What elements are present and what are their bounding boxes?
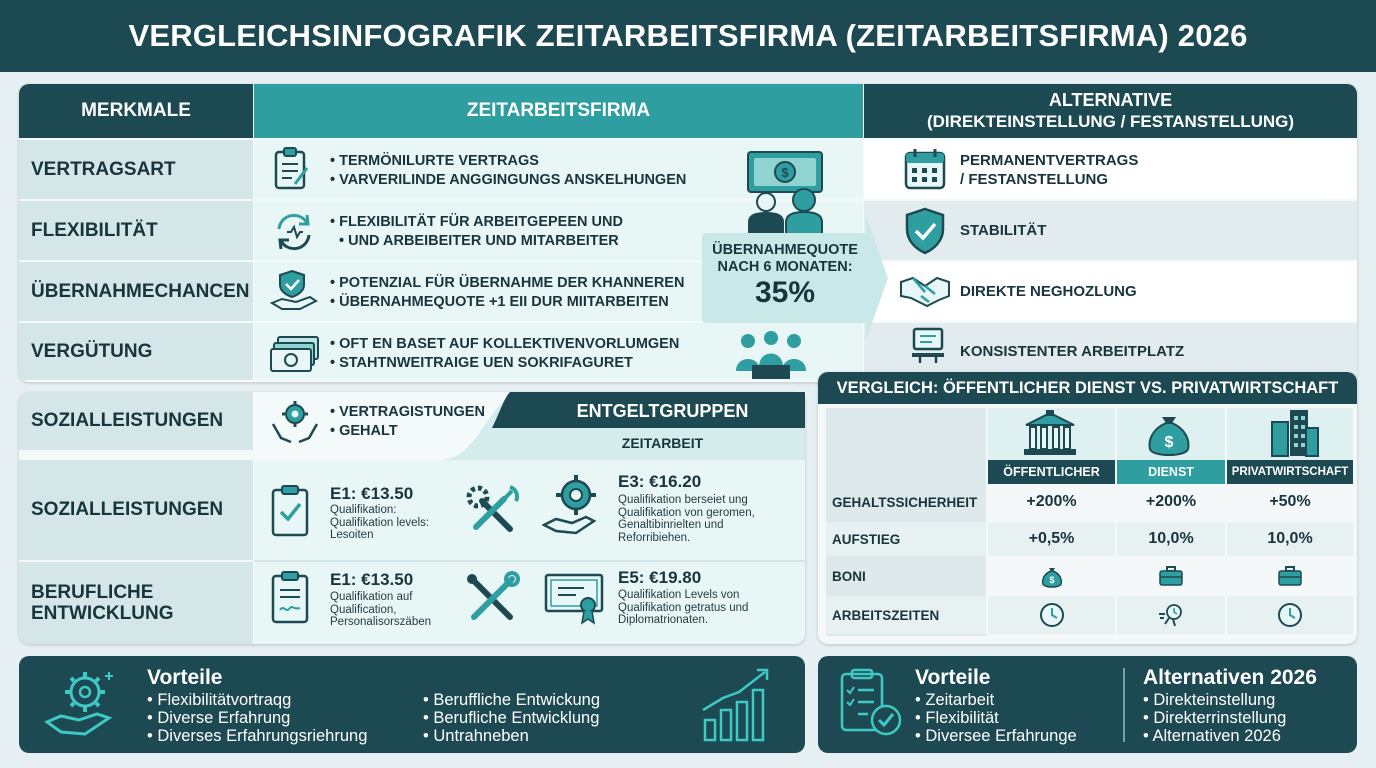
calendar-icon [903, 147, 947, 191]
page-title: VERGLEICHSINFOGRAFIK ZEITARBEITSFIRMA (ZEITARBEITSFIRMA) 2026 [128, 18, 1248, 53]
entgelt-item-1-title: E1: €13.50 [330, 484, 414, 503]
running-clock-icon [1157, 602, 1185, 628]
clock-icon [1039, 602, 1065, 628]
tbl-label-boni: BONI [826, 558, 986, 594]
row-label-sozialleistungen-1: SOZIALLEISTUNGEN [19, 392, 253, 450]
uebernahme-value: 35% [754, 276, 816, 309]
vorteile-left-title: Vorteile [147, 666, 223, 689]
header-zeitarbeitsfirma: ZEITARBEITSFIRMA [254, 84, 863, 138]
money-bag-icon [1041, 563, 1063, 589]
tbl-label-gehaltssicherheit: GEHALTSSICHERHEIT [826, 484, 986, 520]
workstation-icon [910, 327, 946, 363]
tbl-cell-boni-3 [1227, 558, 1353, 594]
tbl-label-arbeitszeiten: ARBEITSZEITEN [826, 596, 986, 634]
entgelt-title: ENTGELTGRUPPEN [576, 401, 749, 421]
vorteile-left-col2: • Beruffliche Entwickung • Berufliche Entwicklung • Untrahneben [423, 691, 600, 745]
uebernahme-text: ÜBERNAHMEQUOTE NACH 6 MONATEN: 35% [702, 242, 868, 310]
row-label-uebernahmechancen: ÜBERNAHMECHANCEN [19, 262, 253, 321]
col-head-dienst: DIENST [1117, 460, 1225, 484]
row-label-berufliche-entwicklung: BERUFLICHE ENTWICKLUNG [19, 562, 253, 644]
entgelt-subtitle: ZEITARBEIT [621, 435, 704, 451]
entgelt-item-3-title: E1: €13.50 [330, 570, 414, 589]
bullets-vertragsart: • TERMÖNILURTE VERTRAGS • VARVERILINDE ANGGINGUNGS ANSKELHUNGEN [330, 152, 686, 190]
tbl-cell-arbeitszeiten-3 [1227, 596, 1353, 634]
meeting-people-icon [734, 331, 808, 381]
row-label-sozialleistungen-2: SOZIALLEISTUNGEN [19, 460, 253, 560]
tbl-cell: +50% [1227, 484, 1353, 520]
tbl-cell: 10,0% [1117, 522, 1225, 556]
gear-hands-icon [271, 398, 319, 444]
entgelt-item-3-desc: Qualifikation auf Qualification, Personalisorszäben [330, 591, 432, 628]
vorteile-left-box [19, 656, 805, 753]
vorteile-right-list: • Zeitarbeit • Flexibilität • Diversee Erfahrunge [915, 691, 1077, 745]
gear-hand-icon [542, 473, 604, 535]
briefcase-icon [1277, 565, 1303, 587]
clipboard-icon [273, 146, 309, 192]
entgelt-item-2-desc: Qualifikation berseiet ung Qualifikation von geromen, Genaltibinrielten und Reforribiehen. [618, 494, 755, 544]
gear-hand-glow-icon [43, 666, 123, 742]
vorteile-right-title: Vorteile [915, 666, 991, 689]
cycle-arrows-icon [271, 209, 317, 255]
title-bar [0, 0, 1376, 72]
tbl-cell: +200% [988, 484, 1115, 520]
alt-row-neghozlung: DIREKTE NEGHOZLUNG [864, 262, 1357, 321]
bullets-verguetung: • OFT EN BASET AUF KOLLEKTIVENVORLUMGEN • STAHTNWEITRAIGE UEN SOKRIFAGURET [330, 335, 679, 373]
briefcase-icon [1158, 565, 1184, 587]
bullets-flexibilitaet: • FLEXIBILITÄT FÜR ARBEITGEPEEN UND • UND ARBEIBEITER UND MITARBEITER [330, 213, 623, 251]
tbl-cell-arbeitszeiten-1 [988, 596, 1115, 634]
growth-chart-icon [699, 664, 779, 744]
checklist-glow-icon [836, 668, 906, 740]
bullets-uebernahmechancen: • POTENZIAL FÜR ÜBERNAHME DER KHANNEREN • ÜBERNAHMEQUOTE +1 EII DUR MIITARBEITEN [330, 274, 684, 312]
government-building-icon [1022, 409, 1078, 457]
alt-row-stabilitaet: STABILITÄT [864, 201, 1357, 260]
entgelt-row-divider [254, 560, 805, 562]
tbl-label-aufstieg: AUFSTIEG [826, 522, 986, 556]
header-merkmale: MERKMALE [19, 84, 253, 138]
wrench-screwdriver-icon [464, 571, 520, 627]
checklist-icon [270, 484, 310, 538]
entgelt-item-1-desc: Qualifikation: Qualifikation levels: Lesoiten [330, 504, 430, 541]
alternativen-list: • Direkteinstellung • Direkterrinstellung • Alternativen 2026 [1143, 691, 1286, 745]
office-buildings-icon [1268, 408, 1320, 458]
entgelt-item-2-title: E3: €16.20 [618, 472, 702, 491]
entgelt-item-4-desc: Qualifikation Levels von Qualifikation getratus und Diplomatrionaten. [618, 589, 749, 626]
tbl-cell: +0,5% [988, 522, 1115, 556]
callout-arrow [866, 216, 888, 340]
tbl-cell-boni-2 [1117, 558, 1225, 594]
money-bag-icon [1146, 407, 1192, 459]
svg-text:$: $ [1164, 434, 1174, 451]
alt-row-permanent: PERMANENTVERTRAGS / FESTANSTELLUNG [864, 140, 1357, 199]
col-head-oeffentlicher: ÖFFENTLICHER [988, 460, 1115, 484]
main-comparison-panel [19, 84, 1357, 382]
vertical-divider [1123, 668, 1125, 742]
handshake-icon [899, 272, 951, 310]
row-label-verguetung: VERGÜTUNG [19, 323, 253, 380]
money-people-icon [736, 150, 832, 236]
alt-row-arbeitplatz: KONSISTENTER ARBEITPLATZ [864, 323, 1357, 380]
header-alternative: ALTERNATIVE (DIREKTEINSTELLUNG / FESTANSTELLUNG) [864, 84, 1357, 138]
vorteile-left-col1: • Flexibilitätvortraqg • Diverse Erfahrung • Diverses Erfahrungsriehrung [147, 691, 367, 745]
clock-icon [1277, 602, 1303, 628]
entgelt-item-4-title: E5: €19.80 [618, 568, 702, 587]
money-stack-icon [270, 333, 322, 375]
clipboard-sign-icon [270, 570, 310, 626]
certificate-icon [544, 571, 606, 627]
alternativen-title: Alternativen 2026 [1143, 666, 1317, 689]
shield-check-icon [904, 207, 946, 255]
tbl-cell-boni-1 [988, 558, 1115, 594]
tbl-cell-arbeitszeiten-2 [1117, 596, 1225, 634]
bullets-sozialleistungen: • VERTRAGISTUNGEN • GEHALT [330, 403, 485, 441]
tbl-cell: +200% [1117, 484, 1225, 520]
hand-shield-icon [270, 267, 320, 313]
row-label-flexibilitaet: FLEXIBILITÄT [19, 201, 253, 260]
vorteile-right-box [818, 656, 1357, 753]
vergleich-title-bar: VERGLEICH: ÖFFENTLICHER DIENST VS. PRIVATWIRTSCHAFT [818, 372, 1357, 404]
svg-text:$: $ [781, 165, 789, 180]
tools-icon [464, 483, 520, 539]
row-label-vertragsart: VERTRAGSART [19, 140, 253, 199]
tbl-cell: 10,0% [1227, 522, 1353, 556]
svg-text:$: $ [1048, 575, 1055, 585]
col-head-privatwirtschaft: PRIVATWIRTSCHAFT [1227, 460, 1353, 484]
